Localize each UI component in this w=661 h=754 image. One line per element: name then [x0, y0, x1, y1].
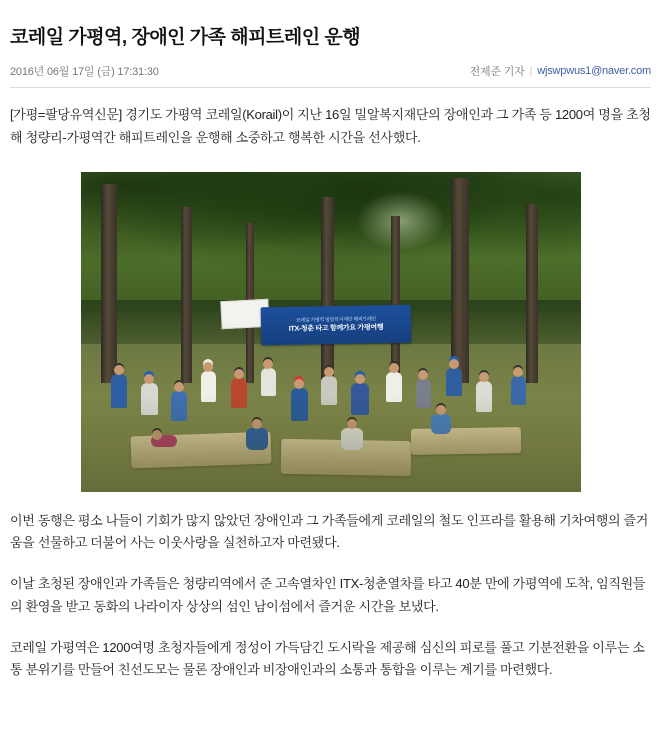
article-paragraph-3: 코레일 가평역은 1200여명 초청자들에게 정성이 가득담긴 도시락을 제공해 심신의 피로를 풀고 기분전환을 이루는 소통 분위기를 만들어 친선도모는 물론 장애인과 비장애인과의 소통과 통합을 이루는 계기를 마련했다. — [10, 639, 645, 678]
byline-separator: | — [529, 65, 533, 78]
photo-person-head — [418, 370, 428, 380]
photo-person-head — [234, 369, 244, 379]
byline — [470, 63, 651, 79]
reporter-name: 전제준 기자 — [469, 66, 525, 79]
publish-timestamp: 2016년 06월 17일 (금) 17:31:30 — [10, 66, 159, 79]
photo-person-head — [263, 359, 273, 369]
photo-person-head — [144, 374, 154, 384]
photo-person-head — [324, 367, 334, 377]
article-paragraph-2: 이날 초청된 장애인과 가족들은 청량리역에서 준 고속열차인 ITX-청춘열차를 타고 40분 만에 가평역에 도착, 임직원들의 환영을 받고 동화의 나라이자 상상의 섬인 남이섬에서 즐거운 시간을 보냈다. — [10, 576, 646, 614]
photo-tree-trunk — [181, 207, 192, 383]
photo-person-head — [114, 365, 124, 375]
article-lead-paragraph: [가평=팔당유역신문] 경기도 가평역 코레일(Korail)이 지난 16일 밀알복지재단의 장애인과 그 가족 등 1200여 명을 초청해 청량리-가평역간 해피트레인을 운행해 소중하고 행복한 시간을 선사했다. — [10, 107, 651, 145]
photo-person-head — [513, 367, 523, 377]
photo-person-head — [355, 374, 365, 384]
article-figure — [81, 172, 581, 492]
photo-tree-trunk — [101, 184, 117, 382]
article-meta-bar — [10, 63, 651, 88]
photo-light-gap — [356, 191, 446, 251]
photo-person-head — [389, 363, 399, 373]
photo-person-head — [203, 362, 213, 372]
reporter-email-link[interactable]: wjswpwus1@naver.com — [537, 65, 651, 78]
photo-person — [446, 368, 462, 396]
page-title: 코레일 가평역, 장애인 가족 해피트레인 운행 — [10, 26, 361, 48]
photo-tree-trunk — [321, 197, 334, 383]
photo-tree-trunk — [391, 216, 400, 382]
photo-person-head — [479, 372, 489, 382]
photo-person-head — [449, 359, 459, 369]
article-photo — [81, 172, 581, 492]
photo-event-banner — [260, 305, 411, 346]
photo-tree-trunk — [451, 178, 469, 383]
article-page — [0, 13, 661, 754]
photo-banner-line-1: 코레일 가평역 밀알복지재단 해피트레인 — [295, 316, 376, 324]
photo-person-head — [174, 382, 184, 392]
photo-person-head — [294, 379, 304, 389]
article-paragraph-1: 이번 동행은 평소 나들이 기회가 많지 않았던 장애인과 그 가족들에게 코레일의 철도 인프라를 활용해 기차여행의 즐거움을 선물하고 더불어 사는 이웃사랑을 실천하고자 마련됐다. — [10, 512, 649, 551]
photo-ground-shadow — [81, 396, 581, 492]
photo-tree-trunk — [526, 204, 538, 383]
photo-banner-line-2: ITX-청춘 타고 함께가요 가평여행 — [288, 323, 383, 333]
photo-person — [261, 368, 276, 396]
